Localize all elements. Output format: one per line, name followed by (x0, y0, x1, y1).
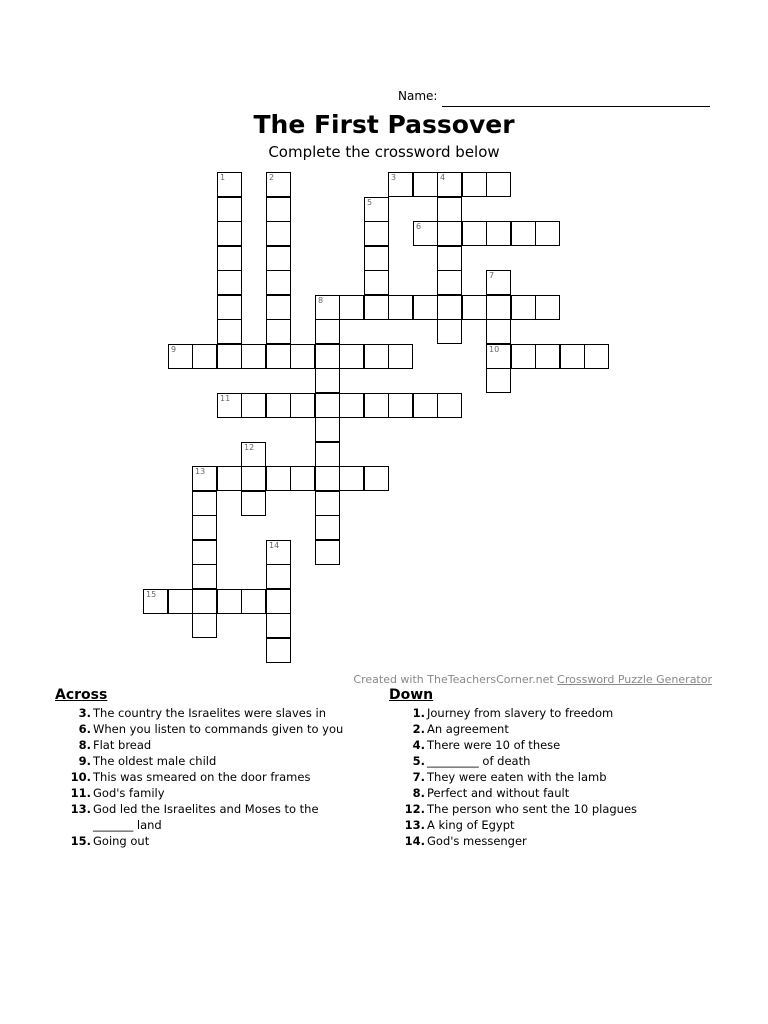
grid-cell[interactable] (192, 564, 217, 589)
credit-link[interactable]: Crossword Puzzle Generator (557, 673, 712, 686)
grid-cell[interactable] (486, 344, 511, 369)
grid-cell[interactable] (266, 564, 291, 589)
grid-cell[interactable] (388, 295, 413, 320)
grid-cell[interactable] (241, 466, 266, 491)
grid-cell[interactable] (192, 613, 217, 638)
grid-cell[interactable] (437, 221, 462, 246)
grid-cell[interactable] (462, 295, 487, 320)
clue-text: They were eaten with the lamb (427, 770, 607, 784)
clue-number: 5 (367, 198, 373, 207)
grid-cell[interactable] (266, 270, 291, 295)
across-clue (55, 801, 355, 833)
clue-number: 6 (416, 222, 422, 231)
clue-number: 13 (195, 467, 206, 476)
grid-cell[interactable] (217, 466, 242, 491)
clue-number-label: 11. (70, 786, 91, 800)
grid-cell[interactable] (217, 319, 242, 344)
grid-cell[interactable] (339, 393, 364, 418)
clue-number-label: 2. (412, 722, 425, 736)
grid-cell[interactable] (413, 393, 438, 418)
grid-cell[interactable] (535, 344, 560, 369)
down-clue (389, 769, 719, 785)
clue-number: 4 (440, 173, 446, 182)
grid-cell[interactable] (192, 491, 217, 516)
grid-cell[interactable] (168, 344, 193, 369)
across-clue (55, 753, 355, 769)
grid-cell[interactable] (217, 344, 242, 369)
clue-text: This was smeared on the door frames (93, 770, 311, 784)
grid-cell[interactable] (437, 197, 462, 222)
grid-cell[interactable] (266, 613, 291, 638)
clue-number-label: 3. (78, 706, 91, 720)
grid-cell[interactable] (462, 221, 487, 246)
clue-text: The country the Israelites were slaves in (93, 706, 326, 720)
grid-cell[interactable] (388, 393, 413, 418)
grid-cell[interactable] (217, 172, 242, 197)
grid-cell[interactable] (486, 221, 511, 246)
clue-number: 9 (171, 345, 177, 354)
grid-cell[interactable] (413, 221, 438, 246)
clue-number: 8 (318, 296, 324, 305)
across-heading: Across (55, 687, 108, 703)
grid-cell[interactable] (266, 246, 291, 271)
grid-cell[interactable] (560, 344, 585, 369)
grid-cell[interactable] (584, 344, 609, 369)
clue-text: God's messenger (427, 834, 527, 848)
clue-number: 11 (220, 394, 231, 403)
down-clues (389, 687, 719, 849)
grid-cell[interactable] (364, 246, 389, 271)
down-clue (389, 705, 719, 721)
grid-cell[interactable] (364, 466, 389, 491)
clue-text: A king of Egypt (427, 818, 515, 832)
grid-cell[interactable] (192, 589, 217, 614)
clue-number-label: 7. (412, 770, 425, 784)
grid-cell[interactable] (315, 515, 340, 540)
down-clue (389, 785, 719, 801)
clue-number-label: 13. (404, 818, 425, 832)
across-clue (55, 785, 355, 801)
grid-cell[interactable] (217, 270, 242, 295)
clue-text: God led the Israelites and Moses to the _______ land (93, 802, 319, 832)
down-heading: Down (389, 687, 434, 703)
grid-cell[interactable] (364, 295, 389, 320)
grid-cell[interactable] (315, 442, 340, 467)
clue-number-label: 13. (70, 802, 91, 816)
clue-number: 2 (269, 173, 275, 182)
grid-cell[interactable] (241, 344, 266, 369)
clue-text: Going out (93, 834, 150, 848)
grid-cell[interactable] (266, 589, 291, 614)
grid-cell[interactable] (290, 344, 315, 369)
grid-cell[interactable] (192, 540, 217, 565)
clue-text: The oldest male child (93, 754, 217, 768)
grid-cell[interactable] (315, 368, 340, 393)
grid-cell[interactable] (266, 172, 291, 197)
grid-cell[interactable] (266, 221, 291, 246)
grid-cell[interactable] (388, 344, 413, 369)
clue-number-label: 15. (70, 834, 91, 848)
grid-cell[interactable] (266, 466, 291, 491)
clue-number: 10 (489, 345, 500, 354)
grid-cell[interactable] (462, 172, 487, 197)
across-clue (55, 737, 355, 753)
clue-text: _________ of death (427, 754, 531, 768)
grid-cell[interactable] (364, 393, 389, 418)
across-clue (55, 721, 355, 737)
grid-cell[interactable] (266, 393, 291, 418)
down-clue (389, 817, 719, 833)
grid-cell[interactable] (315, 540, 340, 565)
grid-cell[interactable] (266, 197, 291, 222)
grid-cell[interactable] (339, 466, 364, 491)
clue-number-label: 6. (78, 722, 91, 736)
clue-text: An agreement (427, 722, 509, 736)
across-clue (55, 769, 355, 785)
grid-cell[interactable] (217, 295, 242, 320)
grid-cell[interactable] (192, 344, 217, 369)
grid-cell[interactable] (290, 393, 315, 418)
clue-text: Perfect and without fault (427, 786, 570, 800)
grid-cell[interactable] (535, 295, 560, 320)
grid-cell[interactable] (143, 589, 168, 614)
grid-cell[interactable] (511, 221, 536, 246)
clue-number: 3 (391, 173, 397, 182)
credit-text: Created with TheTeachersCorner.net (353, 673, 554, 686)
clue-text: There were 10 of these (427, 738, 561, 752)
grid-cell[interactable] (315, 295, 340, 320)
across-clue (55, 705, 355, 721)
grid-cell[interactable] (241, 491, 266, 516)
grid-cell[interactable] (364, 270, 389, 295)
grid-cell[interactable] (413, 295, 438, 320)
grid-cell[interactable] (437, 172, 462, 197)
clue-number: 12 (244, 443, 255, 452)
grid-cell[interactable] (388, 172, 413, 197)
grid-cell[interactable] (486, 295, 511, 320)
clue-number-label: 10. (70, 770, 91, 784)
grid-cell[interactable] (217, 589, 242, 614)
grid-cell[interactable] (217, 246, 242, 271)
clue-number: 14 (269, 541, 280, 550)
across-clue (55, 833, 355, 849)
clue-number-label: 8. (78, 738, 91, 752)
clue-number: 15 (146, 590, 157, 599)
down-clue (389, 801, 719, 817)
clue-number-label: 4. (412, 738, 425, 752)
down-clue (389, 721, 719, 737)
grid-cell[interactable] (486, 172, 511, 197)
grid-cell[interactable] (364, 344, 389, 369)
grid-cell[interactable] (192, 515, 217, 540)
grid-cell[interactable] (486, 270, 511, 295)
down-clue (389, 833, 719, 849)
grid-cell[interactable] (266, 540, 291, 565)
grid-cell[interactable] (364, 197, 389, 222)
down-clue-list (389, 705, 719, 849)
grid-cell[interactable] (535, 221, 560, 246)
clue-number-label: 9. (78, 754, 91, 768)
grid-cell[interactable] (168, 589, 193, 614)
grid-cell[interactable] (266, 319, 291, 344)
clue-number-label: 1. (412, 706, 425, 720)
grid-cell[interactable] (217, 393, 242, 418)
grid-cell[interactable] (437, 393, 462, 418)
grid-cell[interactable] (192, 466, 217, 491)
clue-number: 1 (220, 173, 226, 182)
grid-cell[interactable] (315, 393, 340, 418)
page-title: The First Passover (253, 110, 515, 139)
grid-cell[interactable] (437, 295, 462, 320)
down-clue (389, 737, 719, 753)
page-subtitle: Complete the crossword below (268, 143, 500, 161)
clue-text: Journey from slavery to freedom (427, 706, 614, 720)
grid-cell[interactable] (241, 589, 266, 614)
clue-number-label: 12. (404, 802, 425, 816)
grid-cell[interactable] (266, 638, 291, 663)
credit-line (353, 673, 712, 686)
down-clue (389, 753, 719, 769)
grid-cell[interactable] (511, 295, 536, 320)
grid-cell[interactable] (315, 344, 340, 369)
grid-cell[interactable] (437, 319, 462, 344)
grid-cell[interactable] (217, 221, 242, 246)
grid-cell[interactable] (413, 172, 438, 197)
clue-number-label: 14. (404, 834, 425, 848)
clue-text: God's family (93, 786, 165, 800)
grid-cell[interactable] (266, 295, 291, 320)
name-label: Name: (398, 89, 438, 103)
clue-text: The person who sent the 10 plagues (427, 802, 638, 816)
clue-number: 7 (489, 271, 495, 280)
grid-cell[interactable] (241, 393, 266, 418)
grid-cell[interactable] (437, 270, 462, 295)
clue-number-label: 8. (412, 786, 425, 800)
across-clues (55, 687, 355, 849)
grid-cell[interactable] (315, 491, 340, 516)
clue-number-label: 5. (412, 754, 425, 768)
grid-cell[interactable] (486, 319, 511, 344)
grid-cell[interactable] (511, 344, 536, 369)
grid-cell[interactable] (486, 368, 511, 393)
across-clue-list (55, 705, 355, 849)
grid-cell[interactable] (315, 417, 340, 442)
grid-cell[interactable] (266, 344, 291, 369)
grid-cell[interactable] (241, 442, 266, 467)
grid-cell[interactable] (217, 197, 242, 222)
grid-cell[interactable] (339, 295, 364, 320)
grid-cell[interactable] (364, 221, 389, 246)
clue-text: When you listen to commands given to you (93, 722, 344, 736)
grid-cell[interactable] (437, 246, 462, 271)
clue-text: Flat bread (93, 738, 152, 752)
grid-cell[interactable] (339, 344, 364, 369)
grid-cell[interactable] (315, 466, 340, 491)
grid-cell[interactable] (315, 319, 340, 344)
grid-cell[interactable] (290, 466, 315, 491)
